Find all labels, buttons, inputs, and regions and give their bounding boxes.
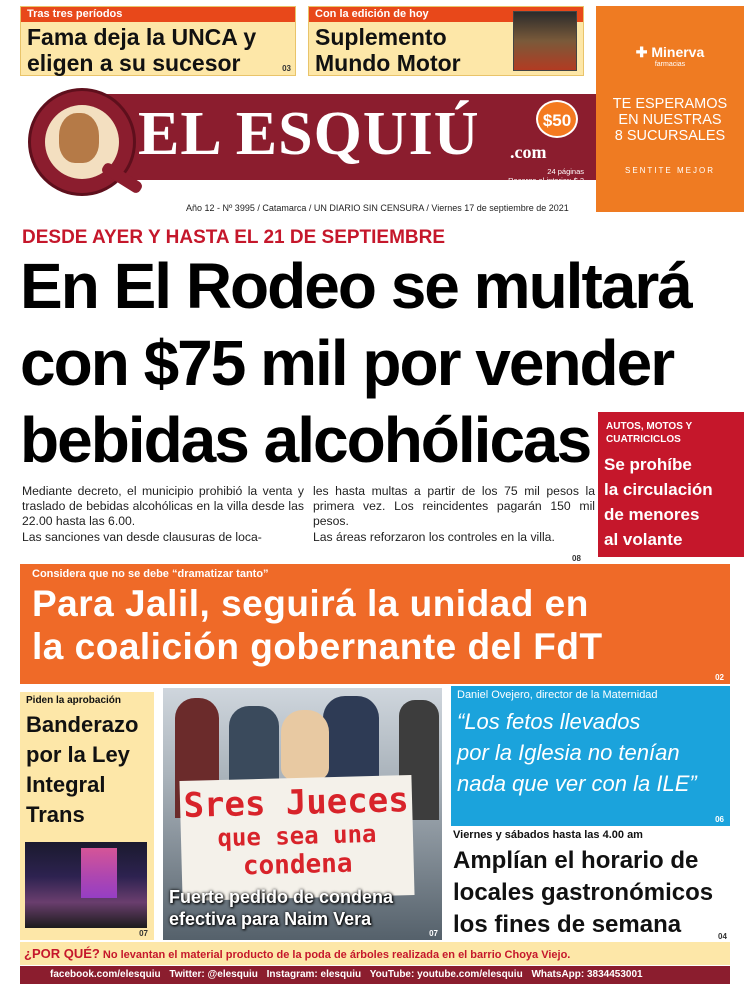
price-badge: $50 [536, 100, 578, 138]
page-number: 03 [282, 64, 291, 73]
red-box-headline: Se prohíbe la circulación de menores al volante [604, 455, 713, 549]
por-que-bar[interactable] [20, 942, 730, 965]
teaser-headline: Suplemento Mundo Motor [315, 24, 461, 76]
ad-logo: ✚ Minerva farmacias [635, 44, 705, 68]
social-links-bar [20, 966, 730, 984]
por-que-text: No levantan el material producto de la poda de árboles realizada en el barrio Choya Viejo. [102, 949, 571, 961]
whatsapp-link[interactable]: WhatsApp: 3834453001 [531, 969, 643, 980]
facebook-link[interactable]: facebook.com/elesquiu [50, 969, 161, 980]
magazine-cover-thumbnail [513, 11, 577, 71]
ad-tagline: SENTITE MEJOR [624, 166, 715, 175]
main-story-column-2: les hasta multas a partir de los 75 mil pesos la primera vez. Los reincidentes pagarán 150 mil pesos. Las áreas reforzaron los controles en la villa. [313, 484, 595, 544]
photo-caption: Fuerte pedido de condena efectiva para Naim Vera [169, 887, 394, 929]
protest-sign: Sres Jueces que sea una condena [179, 775, 414, 901]
protester-figure [281, 710, 329, 780]
minerva-ad[interactable] [596, 6, 744, 212]
por-que-label: ¿POR QUÉ? [24, 946, 100, 961]
left-kicker: Piden la aprobación [26, 695, 122, 706]
ad-message: TE ESPERAMOS EN NUESTRAS 8 SUCURSALES [612, 96, 728, 144]
maternidad-story[interactable] [451, 686, 730, 826]
blue-quote: “Los fetos llevados por la Iglesia no tenían nada que ver con la ILE” [457, 709, 697, 796]
twitter-link[interactable]: Twitter: @elesquiu [169, 969, 258, 980]
minors-driving-story[interactable] [598, 412, 744, 557]
red-box-kicker: AUTOS, MOTOS Y CUATRICICLOS [606, 421, 693, 445]
pharmacy-cross-icon: ✚ [635, 44, 652, 60]
dateline: Año 12 - Nº 3995 / Catamarca / UN DIARIO SIN CENSURA / Viernes 17 de septiembre de 2021 [186, 203, 569, 213]
teaser-mundo-motor[interactable] [308, 6, 584, 76]
left-headline: Banderazo por la Ley Integral Trans [26, 712, 139, 827]
teaser-unca[interactable] [20, 6, 296, 76]
page-number: 07 [429, 929, 438, 938]
main-story-kicker: DESDE AYER Y HASTA EL 21 DE SEPTIEMBRE [22, 227, 446, 248]
page-count-info: 24 páginas Recargo al interior: $ 2 [508, 167, 584, 185]
main-story-headline[interactable]: En El Rodeo se multará con $75 mil por vender bebidas alcohólicas [20, 250, 691, 476]
youtube-link[interactable]: YouTube: youtube.com/elesquiu [369, 969, 523, 980]
jalil-story[interactable] [20, 564, 730, 684]
page-number: 06 [715, 815, 724, 824]
newspaper-domain: .com [510, 142, 547, 162]
teaser-headline: Fama deja la UNCA y eligen a su sucesor [27, 24, 257, 76]
gastro-kicker: Viernes y sábados hasta las 4.00 am [453, 829, 643, 841]
naim-vera-photo-story[interactable] [163, 688, 442, 940]
teaser-kicker: Con la edición de hoy [309, 7, 583, 22]
teaser-kicker: Tras tres períodos [21, 7, 295, 22]
orange-kicker: Considera que no se debe “dramatizar tanto” [32, 568, 269, 580]
instagram-link[interactable]: Instagram: elesquiu [266, 969, 362, 980]
banderazo-story[interactable] [20, 692, 154, 940]
page-number: 04 [718, 932, 727, 941]
banderazo-photo [25, 842, 147, 928]
main-story-column-1: Mediante decreto, el municipio prohibió la venta y traslado de bebidas alcohólicas en la villa desde las 22.00 hasta las 6.00. Las sanciones van desde clausuras de loca- [22, 484, 304, 544]
orange-headline: Para Jalil, seguirá la unidad en la coalición gobernante del FdT [32, 583, 603, 667]
gastro-headline[interactable]: Amplían el horario de locales gastronómicos los fines de semana [453, 847, 714, 938]
blue-kicker: Daniel Ovejero, director de la Maternidad [457, 689, 658, 701]
newspaper-name: EL ESQUIÚ [138, 100, 480, 168]
page-number: 07 [139, 929, 148, 938]
masthead [20, 88, 588, 200]
page-number: 08 [572, 554, 581, 563]
page-number: 02 [715, 673, 724, 682]
